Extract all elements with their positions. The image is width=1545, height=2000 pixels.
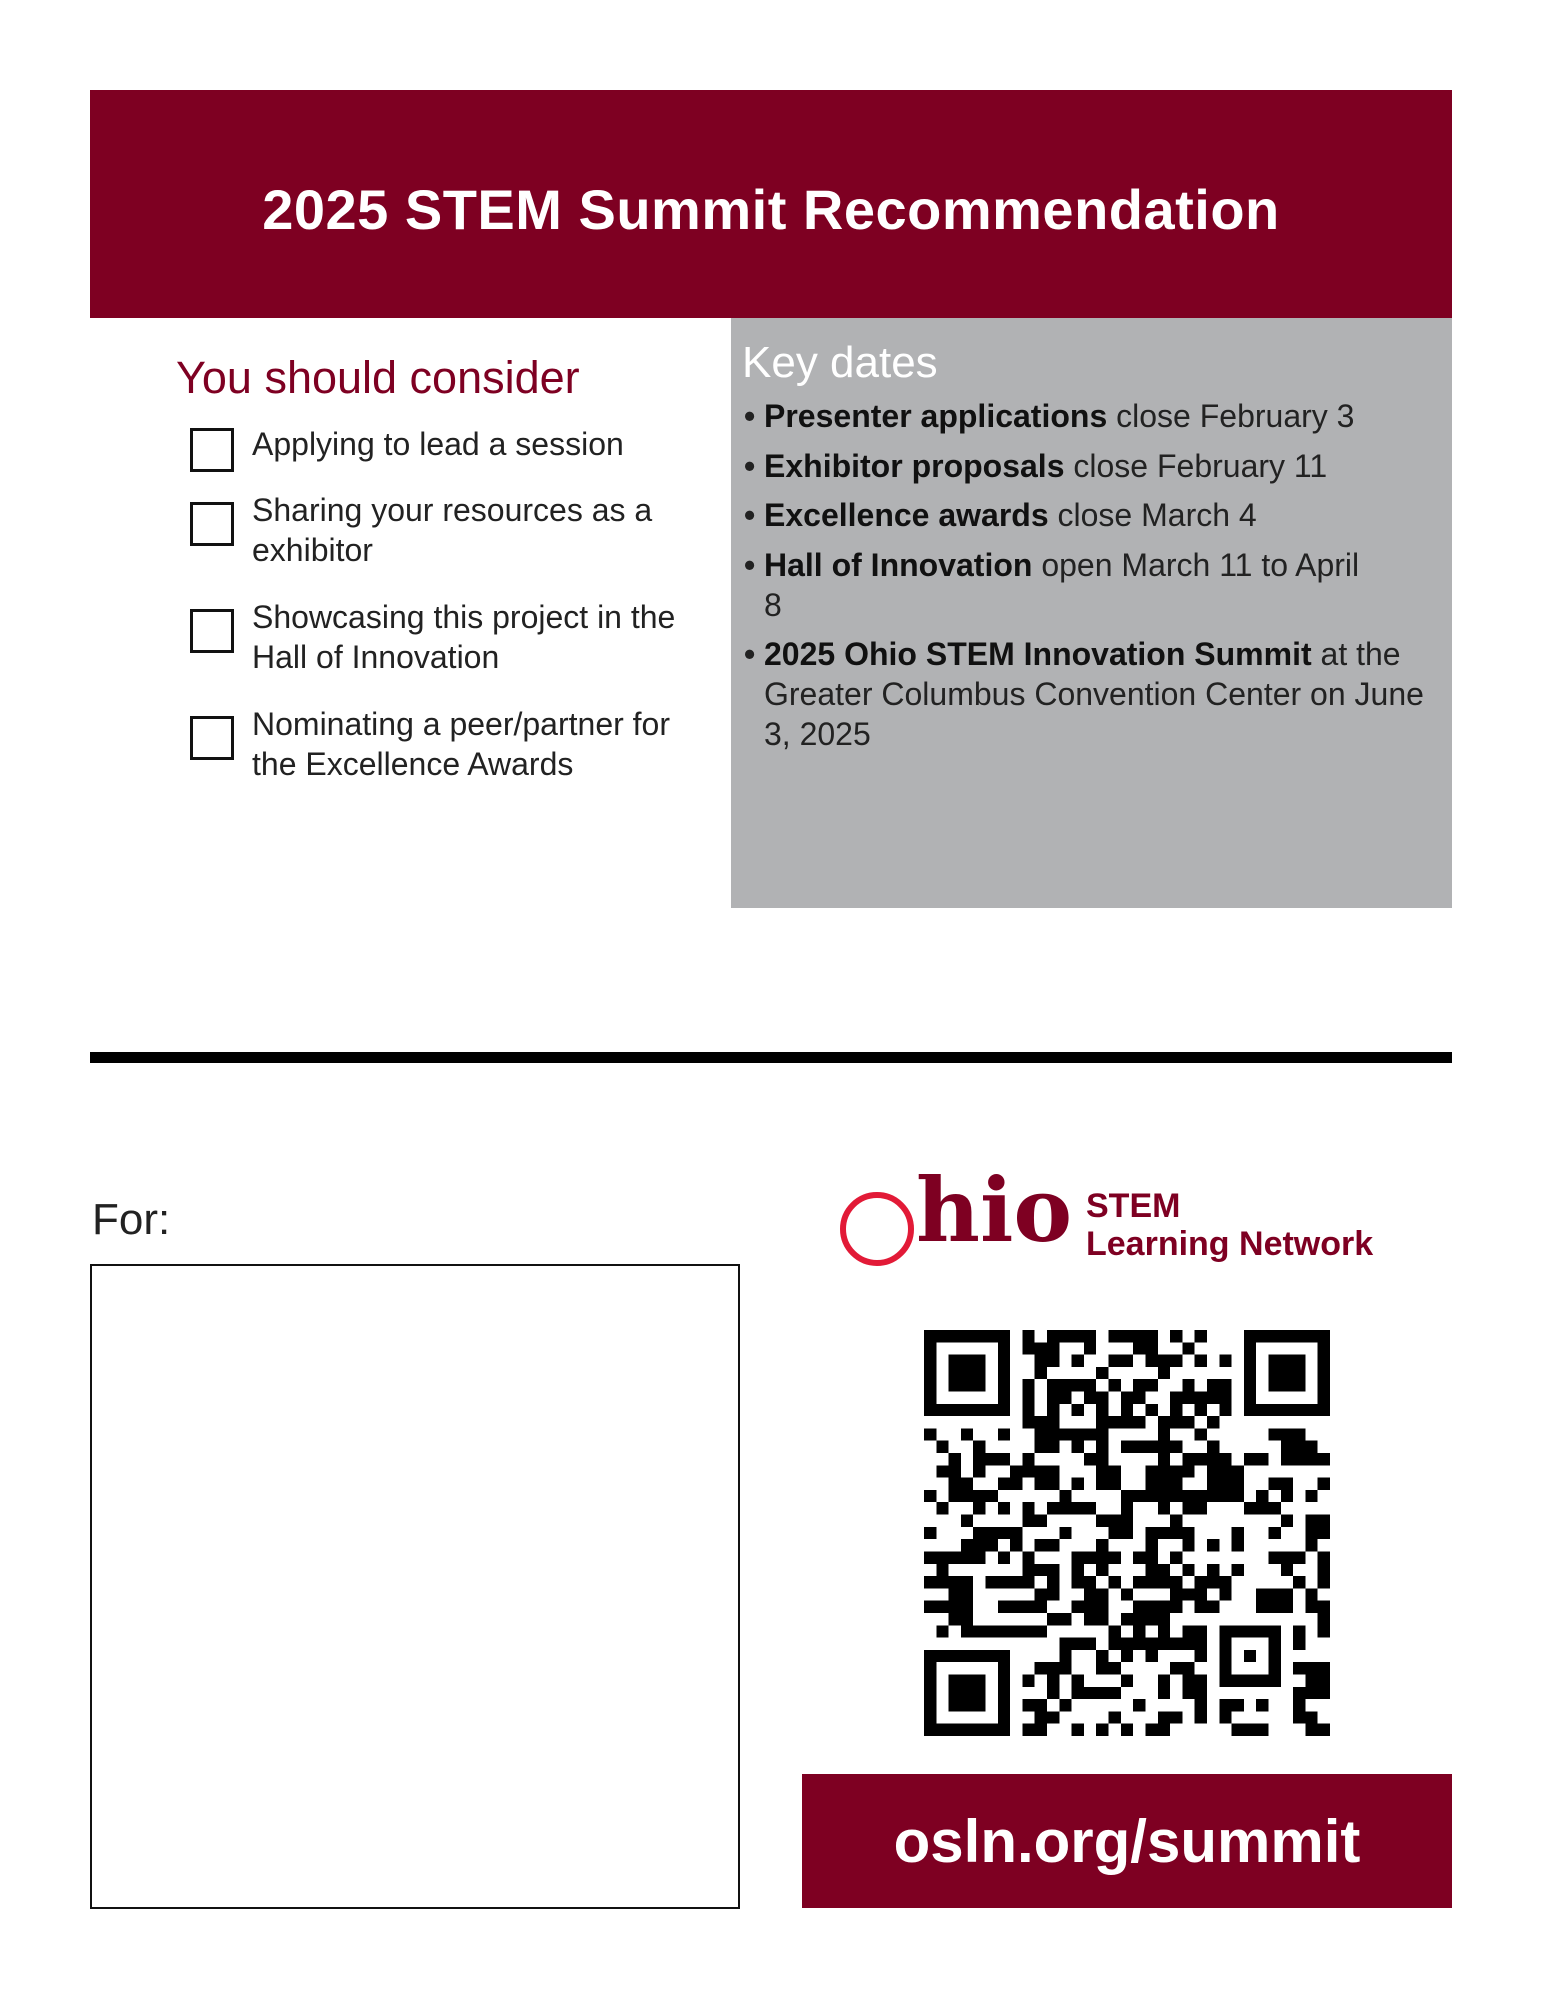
key-date-item <box>744 495 1444 535</box>
key-date-detail: close February 11 <box>1064 448 1328 484</box>
key-date-item <box>744 545 1384 625</box>
key-date-label: Excellence awards <box>764 497 1049 533</box>
option-label: Showcasing this project in the Hall of Innovation <box>252 599 676 675</box>
key-date-item <box>744 446 1444 486</box>
option-label: Applying to lead a session <box>252 426 624 462</box>
option-label: Sharing your resources as a exhibitor <box>252 492 653 568</box>
checkbox-empty-icon[interactable] <box>190 609 234 653</box>
checkbox-empty-icon[interactable] <box>190 502 234 546</box>
key-date-detail: close March 4 <box>1048 497 1257 533</box>
key-date-detail: open March 11 to April 8 <box>764 547 1360 623</box>
header-banner <box>90 90 1452 318</box>
logo-ring-icon <box>840 1192 914 1266</box>
page-title: 2025 STEM Summit Recommendation <box>262 177 1280 241</box>
bullet-icon: • <box>744 497 756 533</box>
section-divider <box>90 1052 1452 1063</box>
bullet-icon: • <box>744 398 756 434</box>
key-date-label: Exhibitor proposals <box>764 448 1065 484</box>
bullet-icon: • <box>744 448 756 484</box>
option-label: Nominating a peer/partner for the Excellence Awards <box>252 706 670 782</box>
bullet-icon: • <box>744 547 756 583</box>
key-date-label: Presenter applications <box>764 398 1108 434</box>
ohio-stem-logo <box>838 1158 1418 1276</box>
key-dates-heading: Key dates <box>742 338 938 387</box>
key-date-item <box>744 396 1444 436</box>
logo-line-stem: STEM <box>1086 1187 1181 1225</box>
logo-wordmark: hio <box>916 1158 1073 1262</box>
key-date-detail: close February 3 <box>1107 398 1355 434</box>
bullet-icon: • <box>744 636 756 672</box>
checkbox-empty-icon[interactable] <box>190 716 234 760</box>
key-date-label: 2025 Ohio STEM Innovation Summit <box>764 636 1312 672</box>
logo-line-network: Learning Network <box>1086 1225 1374 1263</box>
for-label: For: <box>92 1195 171 1244</box>
checkbox-empty-icon[interactable] <box>190 428 234 472</box>
key-date-detail: at the Greater Columbus Convention Center on June 3, 2025 <box>764 636 1424 752</box>
for-input-box[interactable] <box>90 1264 740 1909</box>
qr-code-icon[interactable] <box>924 1330 1330 1736</box>
url-banner[interactable] <box>802 1774 1452 1908</box>
consider-heading: You should consider <box>176 352 580 403</box>
summit-url-link[interactable]: osln.org/summit <box>893 1807 1361 1875</box>
key-date-label: Hall of Innovation <box>764 547 1033 583</box>
key-date-item <box>744 634 1434 754</box>
